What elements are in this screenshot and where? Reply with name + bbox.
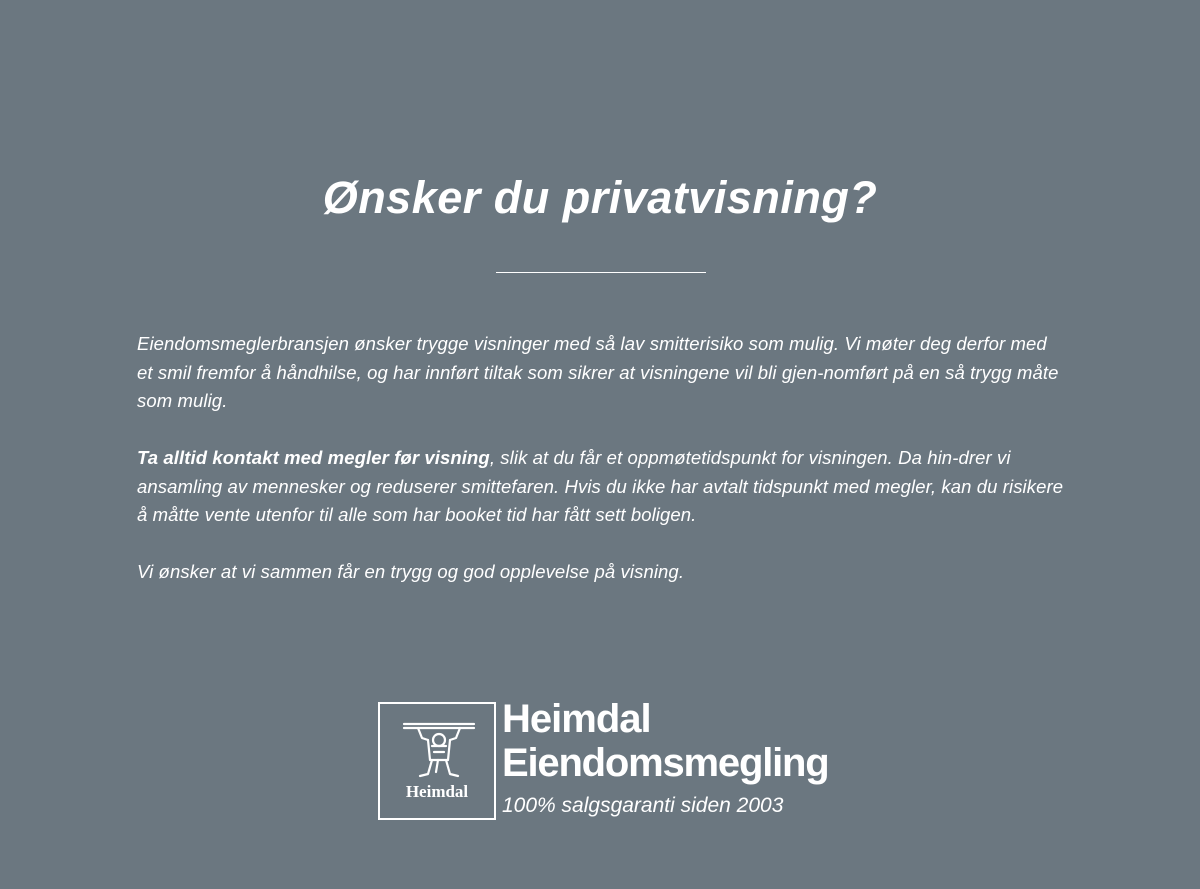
logo-emblem-label: Heimdal	[405, 782, 469, 801]
logo-name-line1: Heimdal	[502, 697, 651, 741]
heimdal-figure-icon	[398, 716, 480, 786]
title-divider	[496, 272, 706, 273]
paragraph-intro: Eiendomsmeglerbransjen ønsker trygge visninger med så lav smitterisiko som mulig. Vi møter deg derfor med et smil fremfor å håndhilse, og har innført tiltak som sikrer at visningene vil bli gjen-nomført på en så trygg måte som mulig.	[137, 333, 1059, 411]
logo-emblem	[378, 702, 496, 820]
paragraph-closing: Vi ønsker at vi sammen får en trygg og god opplevelse på visning.	[137, 561, 685, 582]
contact-rest: , slik at du får et oppmøtetidspunkt for visningen. Da hin-drer vi ansamling av mennesker og reduserer smittefaren. Hvis du ikke har avtalt tidspunkt med megler, kan du risikere å måtte vente utenfor til alle som har booket tid har fått sett boligen.	[137, 447, 1064, 525]
company-logo	[378, 697, 838, 822]
contact-emphasis: Ta alltid kontakt med megler før visning	[137, 447, 490, 468]
page-title: Ønsker du privatvisning?	[322, 172, 878, 223]
logo-name-line2: Eiendomsmegling	[502, 741, 829, 785]
paragraph-contact	[137, 444, 1067, 530]
logo-tagline: 100% salgsgaranti siden 2003	[502, 794, 784, 817]
body-text	[137, 330, 1067, 615]
